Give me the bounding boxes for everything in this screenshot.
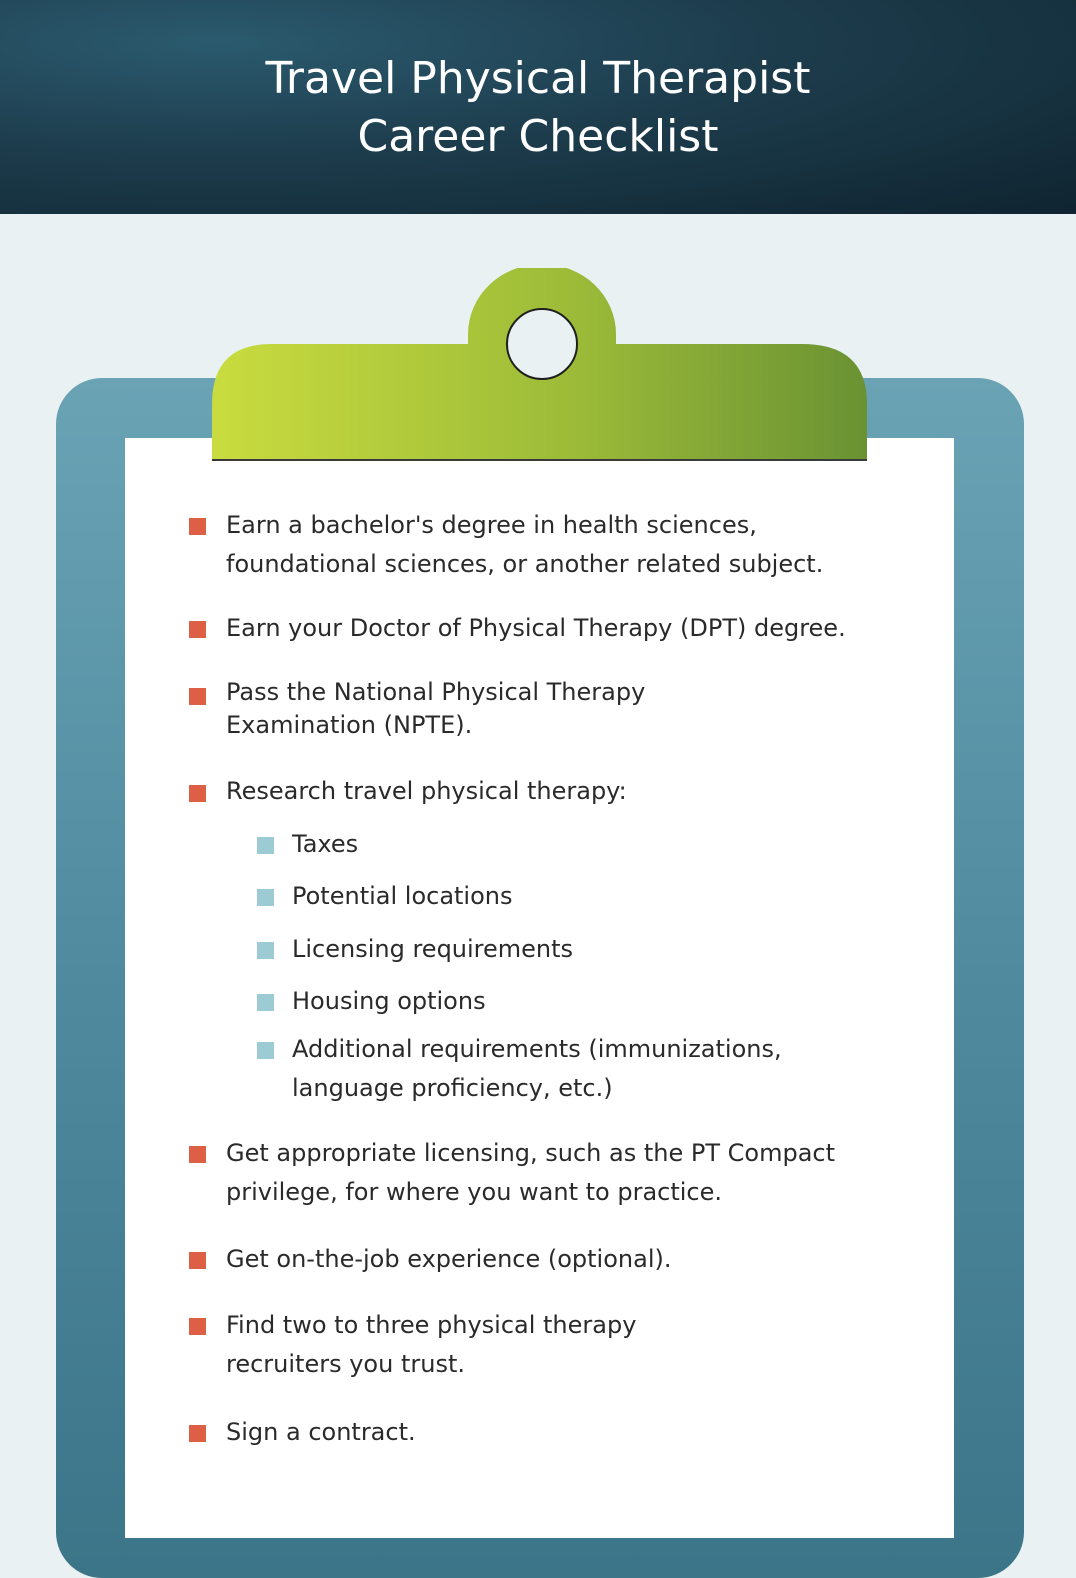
clip-hole (507, 309, 577, 379)
checklist-bullet (189, 1425, 206, 1442)
checklist-item-recruiters: Find two to three physical therapy recruiters you trust. (226, 1311, 637, 1378)
checklist-bullet (189, 688, 206, 705)
checklist-bullet (189, 621, 206, 638)
sub-item-taxes: Taxes (292, 830, 359, 858)
clipboard-clip (212, 268, 867, 462)
checklist-bullet (189, 518, 206, 535)
checklist-bullet (189, 1318, 206, 1335)
checklist-item-research: Research travel physical therapy: (226, 777, 627, 805)
page-title (0, 50, 1076, 166)
checklist-item-contract: Sign a contract. (226, 1418, 416, 1446)
checklist-item-dpt: Earn your Doctor of Physical Therapy (DPT) degree. (226, 614, 846, 642)
sub-bullet (257, 889, 274, 906)
checklist-bullet (189, 1252, 206, 1269)
checklist-item-experience: Get on-the-job experience (optional). (226, 1245, 672, 1273)
title-line-2: Career Checklist (357, 111, 719, 162)
sub-item-locations: Potential locations (292, 882, 513, 910)
sub-bullet (257, 837, 274, 854)
sub-item-licensing: Licensing requirements (292, 935, 574, 963)
header-banner (0, 0, 1076, 214)
checklist-bullet (189, 1146, 206, 1163)
checklist-bullet (189, 785, 206, 802)
checklist-item-licensing: Get appropriate licensing, such as the PT Compact privilege, for where you want to practice. (226, 1139, 835, 1206)
sub-item-additional: Additional requirements (immunizations, language proficiency, etc.) (292, 1035, 782, 1102)
checklist-item-bachelors: Earn a bachelor's degree in health sciences, foundational sciences, or another related subject. (226, 511, 824, 578)
sub-item-housing: Housing options (292, 987, 486, 1015)
sub-bullet (257, 994, 274, 1011)
sub-bullet (257, 942, 274, 959)
checklist-item-npte: Pass the National Physical Therapy Examination (NPTE). (226, 678, 646, 739)
title-line-1: Travel Physical Therapist (265, 53, 811, 104)
sub-bullet (257, 1042, 274, 1059)
